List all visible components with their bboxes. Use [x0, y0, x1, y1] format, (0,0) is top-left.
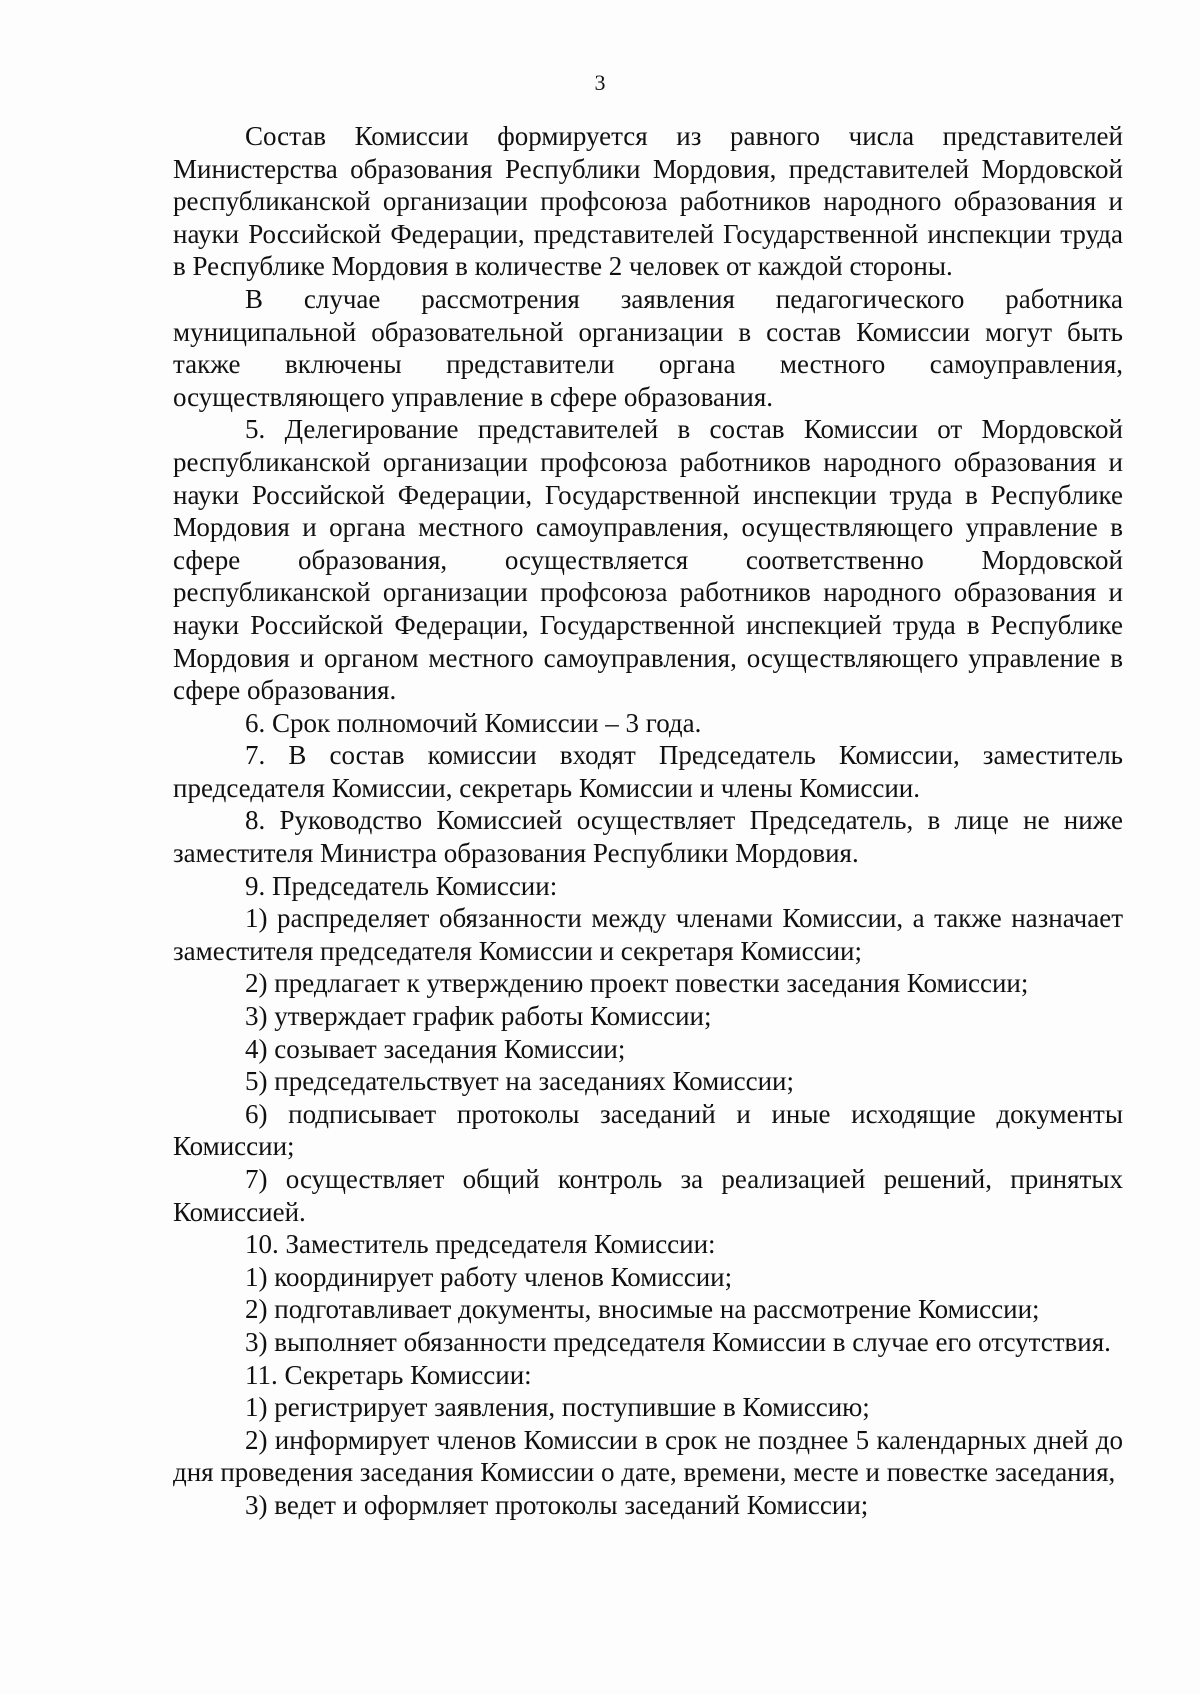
list-item-chairman-3: 3) утверждает график работы Комиссии; [245, 1001, 712, 1032]
paragraph-municipal-representatives: В случае рассмотрения заявления педагогического работника муниципальной образовательной организации в состав Комиссии могут быть также включены представители органа местного самоуправления, осуществляющего управление в сфере образования. [173, 283, 1123, 412]
list-item-deputy-3: 3) выполняет обязанности председателя Комиссии в случае его отсутствия. [245, 1326, 1111, 1357]
list-item-secretary-3: 3) ведет и оформляет протоколы заседаний Комиссии; [245, 1489, 869, 1520]
document-body [173, 120, 1123, 1522]
paragraph-7-members: 7. В состав комиссии входят Председатель Комиссии, заместитель председателя Комиссии, секретарь Комиссии и члены Комиссии. [173, 740, 1123, 803]
paragraph-8-leadership: 8. Руководство Комиссией осуществляет Председатель, в лице не ниже заместителя Министра образования Республики Мордовия. [173, 805, 1123, 869]
paragraph-commission-composition: Состав Комиссии формируется из равного числа представителей Министерства образования Республики Мордовия, представителей Мордовской республиканской организации профсоюза работников народного образования и науки Российской Федерации, представителей Государственной инспекции труда в Республике Мордовия в количестве 2 человек от каждой стороны. [173, 121, 1123, 282]
page-number: 3 [594, 70, 606, 95]
paragraph-9-chairman-heading: 9. Председатель Комиссии: [245, 870, 558, 901]
list-item-secretary-1: 1) регистрирует заявления, поступившие в Комиссию; [245, 1392, 870, 1423]
list-item-chairman-2: 2) предлагает к утверждению проект повестки заседания Комиссии; [245, 968, 1029, 999]
list-item-chairman-1: 1) распределяет обязанности между членами Комиссии, а также назначает заместителя председателя Комиссии и секретаря Комиссии; [173, 903, 1123, 966]
list-item-chairman-4: 4) созывает заседания Комиссии; [245, 1033, 626, 1064]
list-item-secretary-2: 2) информирует членов Комиссии в срок не позднее 5 календарных дней до дня проведения заседания Комиссии о дате, времени, месте и повестке заседания, [173, 1424, 1123, 1488]
list-item-chairman-6: 6) подписывает протоколы заседаний и иные исходящие документы Комиссии; [173, 1098, 1123, 1162]
list-item-chairman-5: 5) председательствует на заседаниях Комиссии; [245, 1066, 794, 1097]
paragraph-10-deputy-heading: 10. Заместитель председателя Комиссии: [245, 1229, 716, 1260]
list-item-chairman-7: 7) осуществляет общий контроль за реализацией решений, принятых Комиссией. [173, 1164, 1123, 1227]
list-item-deputy-1: 1) координирует работу членов Комиссии; [245, 1261, 733, 1292]
paragraph-5-delegation: 5. Делегирование представителей в состав Комиссии от Мордовской республиканской организации профсоюза работников народного образования и науки Российской Федерации, Государственной инспекции труда в Республике Мордовия и органа местного самоуправления, осуществляющего управление в сфере образования, осуществляется соответственно Мордовской республиканской организации профсоюза работников народного образования и науки Российской Федерации, Государственной инспекцией труда в Республике Мордовия и органом местного самоуправления, осуществляющего управление в сфере образования. [173, 414, 1123, 706]
list-item-deputy-2: 2) подготавливает документы, вносимые на рассмотрение Комиссии; [245, 1294, 1040, 1325]
paragraph-6-term: 6. Срок полномочий Комиссии – 3 года. [245, 707, 702, 738]
paragraph-11-secretary-heading: 11. Секретарь Комиссии: [245, 1359, 532, 1390]
